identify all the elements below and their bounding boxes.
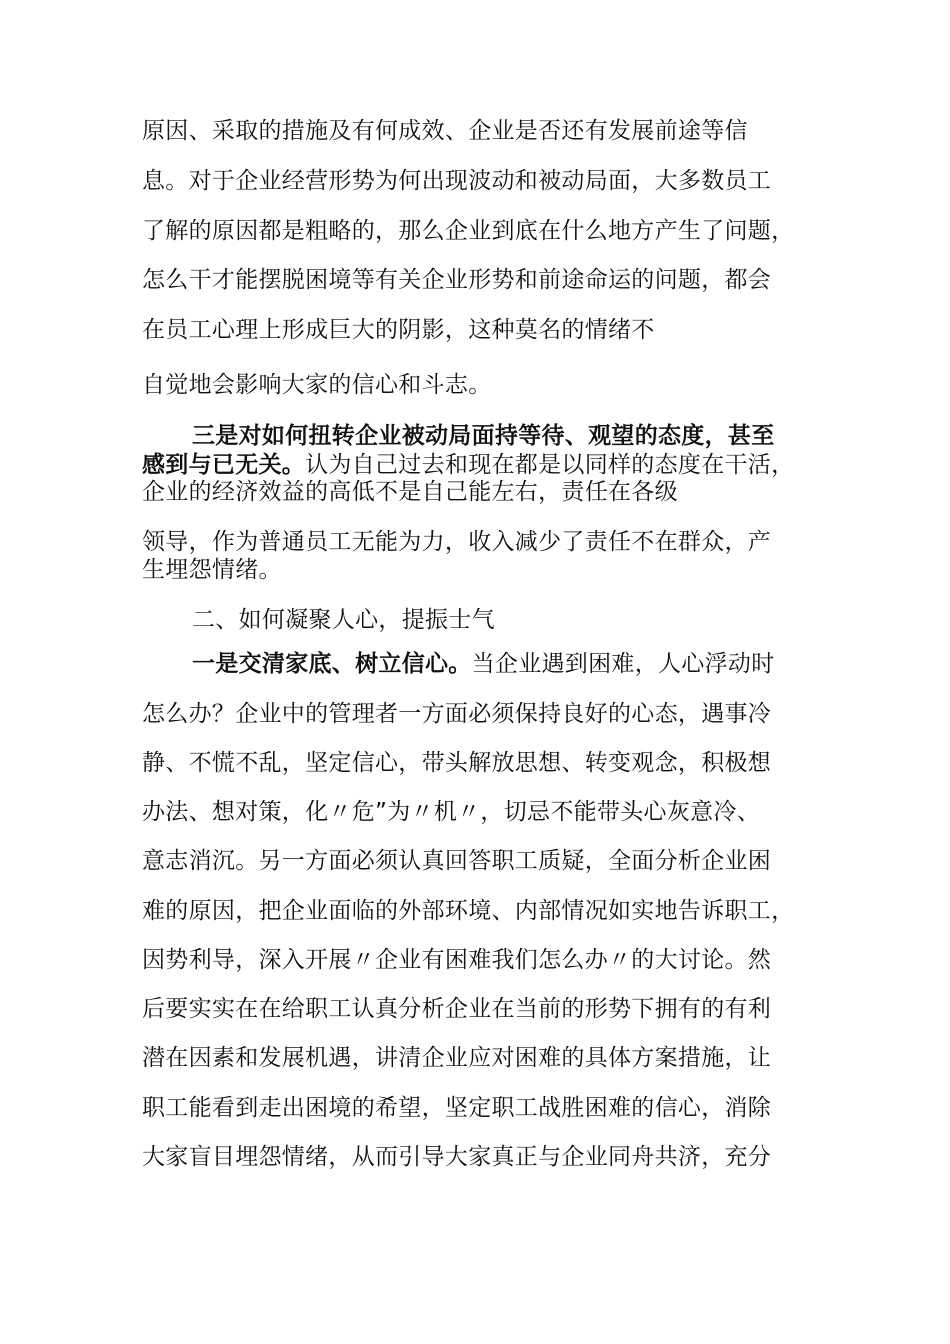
text-line: 意志消沉。另一方面必须认真回答职工质疑，全面分析企业困 — [142, 848, 772, 874]
text-line: 潜在因素和发展机遇，讲清企业应对困难的具体方案措施，让 — [142, 1045, 772, 1071]
bold-phrase: 感到与已无关。 — [142, 452, 306, 478]
text-line: 职工能看到走出困境的希望，坚定职工战胜困难的信心，消除 — [142, 1095, 772, 1121]
text-line: 在员工心理上形成巨大的阴影，这种莫名的情绪不 — [142, 317, 655, 343]
text-line: 息。对于企业经营形势为何出现波动和被动局面，大多数员工 — [142, 168, 772, 194]
text-line: 后要实实在在给职工认真分析企业在当前的形势下拥有的有利 — [142, 996, 772, 1022]
text-line: 企业的经济效益的高低不是自己能左右，责任在各级 — [142, 479, 678, 505]
text-run: 当企业遇到困难，人心浮动时 — [471, 651, 775, 677]
text-line: 生埋怨情绪。 — [142, 557, 282, 583]
text-line: 原因、采取的措施及有何成效、企业是否还有发展前途等信 — [142, 118, 748, 144]
text-line: 自觉地会影响大家的信心和斗志。 — [142, 372, 492, 398]
section-heading: 二、如何凝聚人心，提振士气 — [192, 607, 495, 633]
text-line: 难的原因，把企业面临的外部环境、内部情况如实地告诉职工， — [142, 898, 795, 924]
text-run: 认为自己过去和现在都是以同样的态度在干活， — [305, 452, 795, 478]
text-line: 办法、想对策，化〃危”为〃机〃，切忌不能带头心灰意冷、 — [142, 799, 761, 825]
text-line: 领导，作为普通员工无能为力，收入减少了责任不在群众，产 — [142, 529, 772, 555]
bold-phrase: 一是交清家底、树立信心。 — [192, 651, 472, 677]
text-line: 静、不慌不乱，坚定信心，带头解放思想、转变观念，积极想 — [142, 750, 772, 776]
text-line: 怎么干才能摆脱困境等有关企业形势和前途命运的问题，都会 — [142, 267, 772, 293]
text-line: 了解的原因都是粗略的，那么企业到底在什么地方产生了问题， — [142, 218, 795, 244]
text-line-mixed — [192, 650, 775, 678]
text-line: 怎么办？企业中的管理者一方面必须保持良好的心态，遇事冷 — [142, 701, 772, 727]
text-line: 因势利导，深入开展〃企业有困难我们怎么办〃的大讨论。然 — [142, 947, 772, 973]
text-line-bold: 三是对如何扭转企业被动局面持等待、观望的态度，甚至 — [192, 423, 775, 449]
text-line: 大家盲目埋怨情绪，从而引导大家真正与企业同舟共济，充分 — [142, 1144, 772, 1170]
text-line-mixed — [142, 451, 794, 479]
